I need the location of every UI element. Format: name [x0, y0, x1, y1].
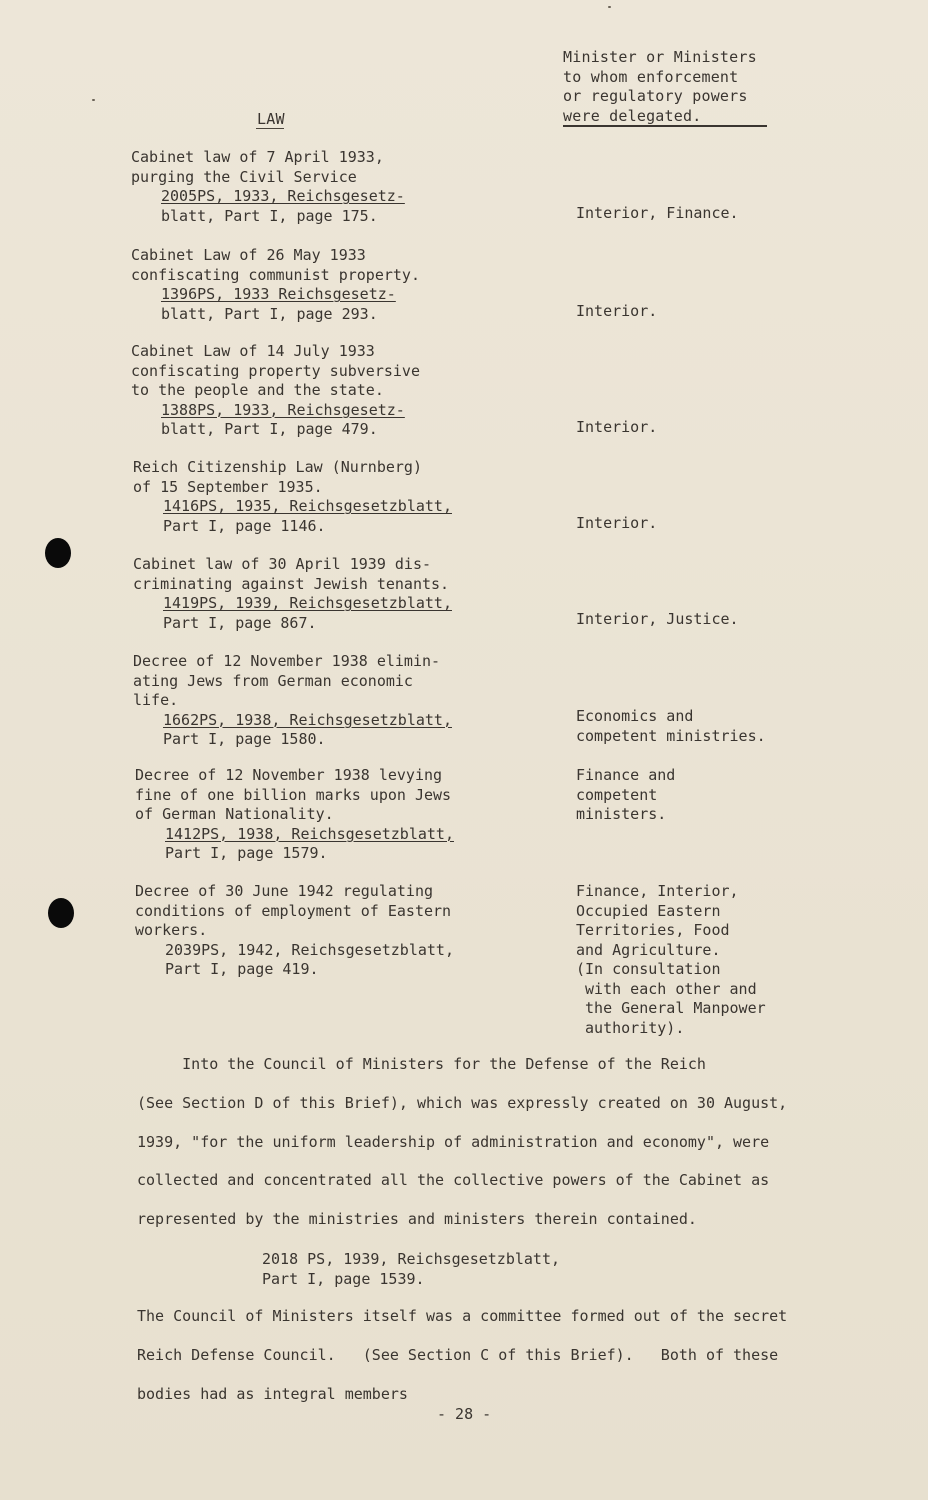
law-entry	[135, 766, 454, 864]
law-description-line: confiscating property subversive	[131, 361, 420, 380]
law-description-line: Decree of 30 June 1942 regulating	[135, 882, 434, 900]
citation-line: 2018 PS, 1939, Reichsgesetzblatt,	[262, 1250, 561, 1268]
law-citation-line: Part I, page 1579.	[165, 844, 328, 862]
paragraph-line: collected and concentrated all the collective powers of the Cabinet as	[137, 1171, 770, 1190]
law-description-line: criminating against Jewish tenants.	[133, 574, 450, 593]
ministers-header-line: Minister or Ministers	[563, 48, 757, 66]
ministry-line: Finance and	[576, 766, 676, 784]
ministry-line: Interior.	[576, 418, 658, 436]
ministry-line: Occupied Eastern	[576, 901, 721, 920]
law-description-line: to the people and the state.	[131, 381, 384, 399]
ministry-entry	[576, 302, 657, 322]
ministers-header-line: to whom enforcement	[563, 67, 739, 86]
ministry-line: (In consultation	[576, 960, 721, 978]
law-description-line: conditions of employment of Eastern	[135, 901, 452, 920]
law-citation-line: Part I, page 1146.	[163, 516, 326, 535]
ministry-line: ministers.	[576, 805, 667, 823]
citation-line: Part I, page 1539.	[262, 1269, 425, 1288]
ministry-line: Interior.	[576, 302, 658, 320]
law-citation-line: blatt, Part I, page 175.	[161, 206, 378, 225]
law-description-line: workers.	[135, 921, 208, 939]
law-citation-line: Part I, page 867.	[163, 613, 317, 632]
ministry-line: authority).	[576, 1018, 685, 1037]
law-description-line: Reich Citizenship Law (Nurnberg)	[133, 458, 422, 476]
ministry-line: Finance, Interior,	[576, 882, 739, 900]
paragraph-line: Reich Defense Council. (See Section C of this Brief). Both of these	[137, 1345, 779, 1364]
paper-speck	[92, 99, 95, 101]
ministry-line: competent ministries.	[576, 726, 766, 745]
law-description-line: Cabinet Law of 14 July 1933	[131, 342, 375, 360]
law-description-line: Decree of 12 November 1938 elimin-	[133, 652, 441, 670]
ministry-line: with each other and	[576, 979, 757, 998]
ministers-column-header	[563, 48, 757, 126]
law-description-line: fine of one billion marks upon Jews	[135, 785, 452, 804]
ministry-line: Interior, Finance.	[576, 204, 739, 222]
ministry-entry	[576, 882, 766, 1038]
punch-hole-top	[45, 538, 71, 568]
law-entry	[133, 555, 452, 633]
law-citation-line: Part I, page 1580.	[163, 730, 326, 748]
paragraph-line: bodies had as integral members	[137, 1384, 408, 1403]
ministers-header-line: were delegated.	[563, 106, 702, 125]
paragraph-line: 1939, "for the uniform leadership of administration and economy", were	[137, 1132, 770, 1151]
law-citation-line: Part I, page 419.	[165, 960, 319, 978]
paragraph-line: The Council of Ministers itself was a committee formed out of the secret	[137, 1307, 788, 1325]
ministry-entry	[576, 204, 739, 224]
paragraph-line: Into the Council of Ministers for the Defense of the Reich	[137, 1055, 706, 1073]
law-citation-line: blatt, Part I, page 479.	[161, 420, 378, 438]
ministry-line: the General Manpower	[576, 999, 766, 1017]
citation-2018ps	[262, 1250, 560, 1289]
law-description-line: Decree of 12 November 1938 levying	[135, 766, 443, 784]
paragraph-line: represented by the ministries and ministers therein contained.	[137, 1210, 697, 1229]
law-description-line: ating Jews from German economic	[133, 671, 413, 690]
punch-hole-bottom	[48, 898, 74, 928]
ministry-entry	[576, 707, 766, 746]
law-description-line: Cabinet law of 30 April 1939 dis-	[133, 555, 432, 573]
law-entry	[131, 148, 405, 226]
page-number: - 28 -	[437, 1405, 492, 1423]
ministry-line: and Agriculture.	[576, 940, 721, 959]
law-citation-line: 2005PS, 1933, Reichsgesetz-	[161, 187, 405, 205]
law-citation-line: 1416PS, 1935, Reichsgesetzblatt,	[163, 497, 452, 515]
law-description-line: of German Nationality.	[135, 805, 334, 823]
law-citation-line: blatt, Part I, page 293.	[161, 304, 378, 323]
law-citation-line: 1388PS, 1933, Reichsgesetz-	[161, 400, 405, 419]
law-citation-line: 2039PS, 1942, Reichsgesetzblatt,	[165, 940, 454, 959]
law-description-line: Cabinet Law of 26 May 1933	[131, 246, 366, 264]
ministry-entry	[576, 766, 675, 825]
law-entry	[135, 882, 454, 980]
law-entry	[133, 652, 452, 750]
paragraph-council	[137, 1055, 837, 1249]
ministry-line: Economics and	[576, 707, 694, 725]
law-description-line: life.	[133, 691, 179, 709]
ministers-header-line: or regulatory powers	[563, 87, 748, 105]
paper-speck	[608, 6, 611, 8]
law-citation-line: 1419PS, 1939, Reichsgesetzblatt,	[163, 594, 452, 612]
ministry-line: Interior.	[576, 514, 658, 532]
ministry-line: competent	[576, 785, 658, 804]
law-citation-line: 1412PS, 1938, Reichsgesetzblatt,	[165, 824, 454, 843]
ministry-entry	[576, 610, 739, 630]
ministry-line: Interior, Justice.	[576, 610, 739, 628]
law-description-line: purging the Civil Service	[131, 167, 357, 186]
law-entry	[131, 342, 420, 440]
law-description-line: confiscating communist property.	[131, 265, 420, 284]
ministry-entry	[576, 514, 657, 534]
ministry-entry	[576, 418, 657, 438]
law-citation-line: 1396PS, 1933 Reichsgesetz-	[161, 285, 396, 303]
law-entry	[131, 246, 420, 324]
law-citation-line: 1662PS, 1938, Reichsgesetzblatt,	[163, 710, 452, 729]
law-description-line: of 15 September 1935.	[133, 477, 323, 496]
law-entry	[133, 458, 452, 536]
law-description-line: Cabinet law of 7 April 1933,	[131, 148, 384, 166]
ministry-line: Territories, Food	[576, 921, 730, 939]
paragraph-line: (See Section D of this Brief), which was expressly created on 30 August,	[137, 1093, 788, 1112]
law-column-header: LAW	[257, 110, 285, 128]
law-header-underline	[256, 128, 284, 129]
ministers-header-underline	[563, 125, 767, 127]
